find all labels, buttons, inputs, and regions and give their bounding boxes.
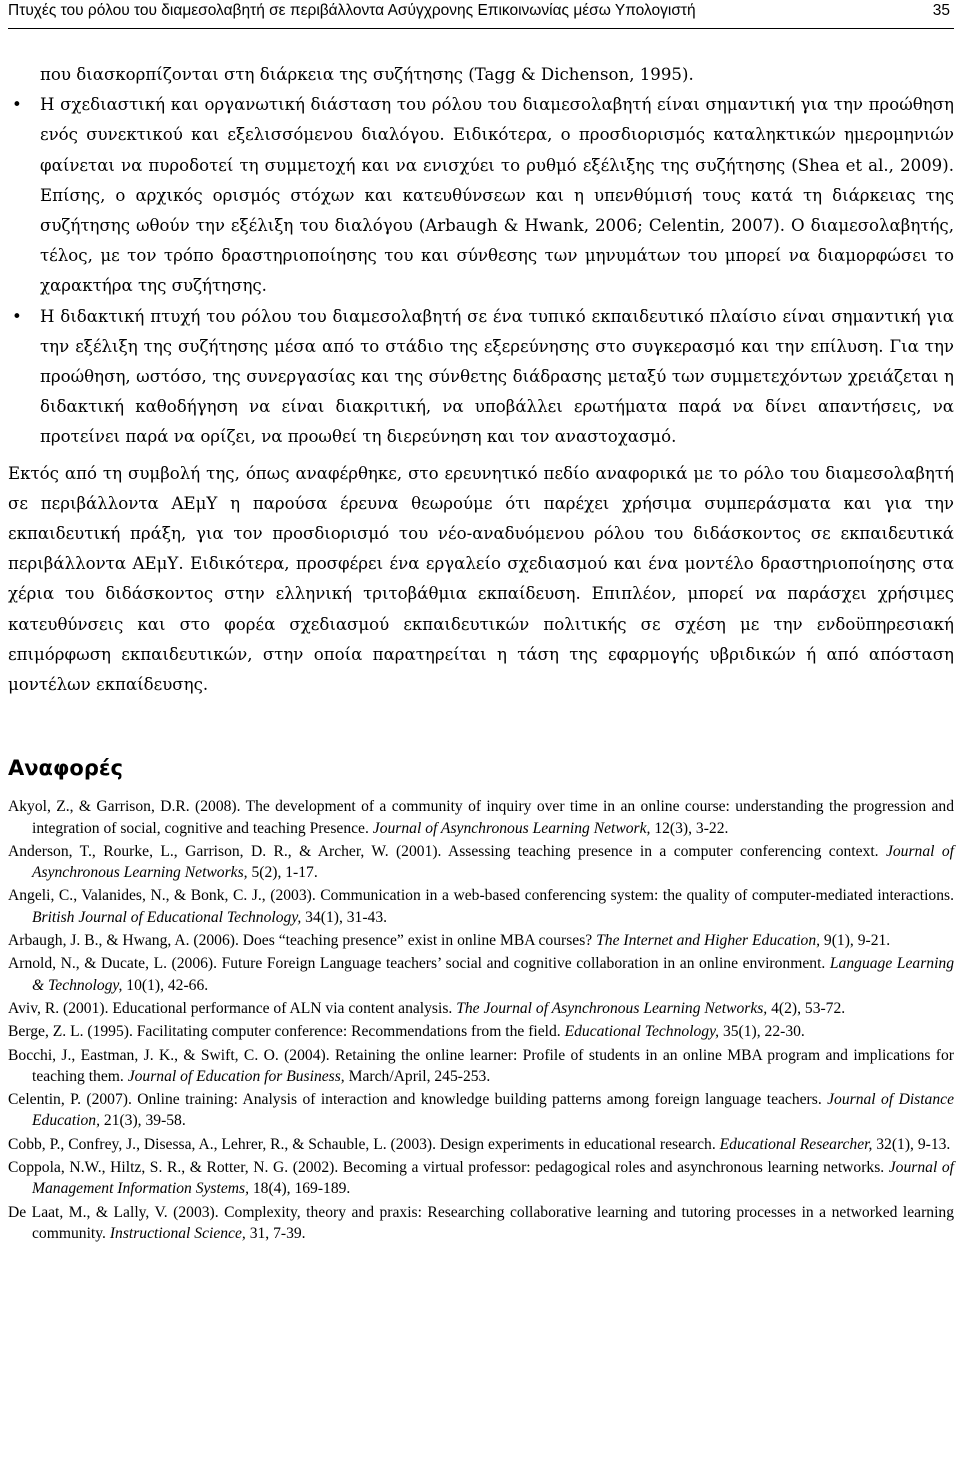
running-header (8, 0, 954, 29)
reference-entry: Akyol, Z., & Garrison, D.R. (2008). The development of a community of inquiry over time in an online course: understanding the progression and integration of social, cognitive and teaching Presence. Journal of Asynchronous Learning Network, 12(3), 3-22. (8, 798, 954, 837)
reference-entry: Arbaugh, J. B., & Hwang, A. (2006). Does “teaching presence” exist in online MBA courses? The Internet and Higher Education, 9(1), 9-21. (8, 932, 891, 950)
running-title: Πτυχές του ρόλου του διαμεσολαβητή σε περιβάλλοντα Ασύγχρονης Επικοινωνίας μέσω Υπολογιστή (8, 2, 696, 19)
reference-entry: De Laat, M., & Lally, V. (2003). Complexity, theory and praxis: Researching collaborative learning and tutoring processes in a networked learning community. Instructional Science, 31, 7-39. (8, 1203, 954, 1242)
bullet-item: • Η σχεδιαστική και οργανωτική διάσταση του ρόλου του διαμεσολαβητή είναι σημαντική για την προώθηση ενός συνεκτικού και εξελισσόμενου διαλόγου. Ειδικότερα, ο προσδιορισμός καταληκτικών ημερομηνιών φαίνεται να πυροδοτεί τη συμμετοχή και να ενισχύει το ρυθμό εξέλιξης της συζήτησης (Shea et al., 2009). Επίσης, ο αρχικός ορισμός στόχων και κατευθύνσεων και η υπενθύμισή τους κατά τη διάρκειας της συζήτησης ωθούν την εξέλιξη του διαλόγου (Arbaugh & Hwank, 2006; Celentin, 2007). Ο διαμεσολαβητής, τέλος, με τον τρόπο δραστηριοποίησης του και σύνθεσης των μηνυμάτων του μπορεί να διαμορφώσει το χαρακτήρα της συζήτησης. (40, 90, 954, 301)
bullet-list (8, 90, 954, 452)
reference-entry: Arnold, N., & Ducate, L. (2006). Future Foreign Language teachers’ social and cognitive collaboration in an online environment. Language Learning & Technology, 10(1), 42-66. (8, 955, 954, 994)
references-heading: Αναφορές (8, 756, 124, 781)
bullet-item: • Η διδακτική πτυχή του ρόλου του διαμεσολαβητή σε ένα τυπικό εκπαιδευτικό πλαίσιο είναι σημαντική για την εξέλιξη της συζήτησης μέσα από το στάδιο της εξερεύνησης στο συγκερασμό και την επίλυση. Για την προώθηση, ωστόσο, της συνεργασίας και της σύνθετης διάδρασης μεταξύ των συμμετεχόντων χρειάζεται η διδακτική καθοδήγηση να είναι διακριτική, να υποβάλλει ερωτήματα παρά να δίνει απαντήσεις, να προτείνει παρά να ορίζει, να προωθεί τη διερεύνηση και τον αναστοχασμό. (40, 302, 954, 453)
reference-entry: Coppola, N.W., Hiltz, S. R., & Rotter, N. G. (2002). Becoming a virtual professor: pedagogical roles and asynchronous learning networks. Journal of Management Information Systems, 18(4), 169-189. (8, 1159, 954, 1198)
reference-entry: Celentin, P. (2007). Online training: Analysis of interaction and knowledge building patterns among foreign language teachers. Journal of Distance Education, 21(3), 39-58. (8, 1091, 954, 1130)
reference-entry: Angeli, C., Valanides, N., & Bonk, C. J., (2003). Communication in a web-based conferencing system: the quality of computer-mediated interactions. British Journal of Educational Technology, 34(1), 31-43. (8, 887, 954, 926)
reference-entry: Berge, Z. L. (1995). Facilitating computer conference: Recommendations from the field. Educational Technology, 35(1), 22-30. (8, 1023, 805, 1041)
reference-list (8, 796, 954, 1244)
reference-entry: Cobb, P., Confrey, J., Disessa, A., Lehrer, R., & Schauble, L. (2003). Design experiments in educational research. Educational Researcher, 32(1), 9-13. (8, 1135, 951, 1153)
continuation-line: που διασκορπίζονται στη διάρκεια της συζήτησης (Tagg & Dichenson, 1995). (40, 65, 694, 84)
body-text (8, 60, 954, 700)
reference-entry: Anderson, T., Rourke, L., Garrison, D. R., & Archer, W. (2001). Assessing teaching presence in a computer conferencing context. Journal of Asynchronous Learning Networks, 5(2), 1-17. (8, 842, 954, 882)
page-number: 35 (932, 2, 950, 19)
reference-entry: Bocchi, J., Eastman, J. K., & Swift, C. O. (2004). Retaining the online learner: Profile of students in an online MBA program and implications for teaching them. Journal of Education for Business, March/April, 245-253. (8, 1046, 954, 1085)
body-paragraph: Εκτός από τη συμβολή της, όπως αναφέρθηκε, στο ερευνητικό πεδίο αναφορικά με το ρόλο του διαμεσολαβητή σε περιβάλλοντα ΑΕμΥ η παρούσα έρευνα θεωρούμε ότι παρέχει χρήσιμα συμπεράσματα και για την εκπαιδευτική πράξη, για τον προσδιορισμό του νέο-αναδυόμενου ρόλου του διδάσκοντος σε εκπαιδευτικά περιβάλλοντα ΑΕμΥ. Ειδικότερα, προσφέρει ένα εργαλείο σχεδιασμού και ένα μοντέλο δραστηριοποίησης στα χέρια του διδάσκοντος στην ελληνική τριτοβάθμια εκπαίδευση. Επιπλέον, μπορεί να παράσχει χρήσιμες κατευθύνσεις και στο φορέα σχεδιασμού εκπαιδευτικών πολιτικής σε σχέση με την ενδοϋπηρεσιακή επιμόρφωση εκπαιδευτικών, στην οποία παρατηρείται η τάση της εφαρμογής υβριδικών ή από απόσταση μοντέλων εκπαίδευσης. (8, 463, 954, 695)
reference-entry: Aviv, R. (2001). Educational performance of ALN via content analysis. The Journal of Asynchronous Learning Networks, 4(2), 53-72. (8, 999, 846, 1017)
